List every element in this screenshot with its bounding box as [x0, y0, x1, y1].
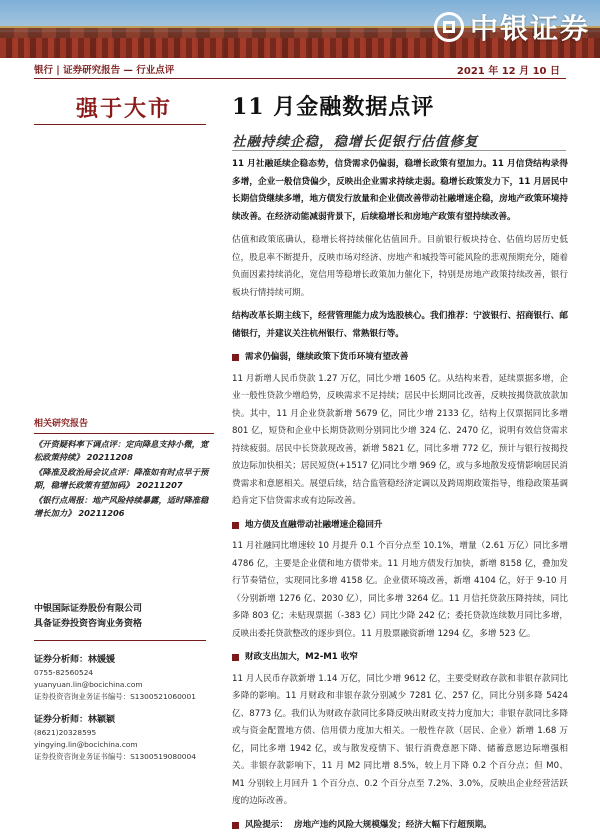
analyst-1-title: 证券分析师：林媛媛: [34, 654, 214, 667]
page-subtitle: 社融持续企稳，稳增长促银行估值修复: [232, 130, 479, 150]
related-report-item[interactable]: 《银行点周报：地产风险持续暴露，适时降准稳增长加力》 20211206: [34, 494, 214, 520]
analyst-1-email[interactable]: yuanyuan.lin@bocichina.com: [34, 679, 214, 691]
related-report-item[interactable]: 《降准及政治局会议点评：降准如有时点早于预期，稳增长政策有望加码》 20211207: [34, 466, 214, 492]
analyst-1-license: 证券投资咨询业务证书编号：S1300521060001: [34, 691, 214, 703]
company-logo: [434, 2, 590, 52]
square-bullet-icon: [232, 822, 239, 829]
org-divider: [34, 640, 206, 641]
page-title: 11 月金融数据点评: [232, 90, 434, 121]
section-heading-2: 地方债及直融带动社融增速企稳回升: [232, 517, 568, 535]
square-bullet-icon: [232, 522, 239, 529]
analyst-2-email[interactable]: yingying.lin@bocichina.com: [34, 739, 214, 751]
analyst-2-phone: (8621)20328595: [34, 727, 214, 739]
analyst-1: [34, 654, 214, 703]
related-report-item[interactable]: 《开资疑料率下调点评：定向降息支持小微，宽松政策持续》 20211208: [34, 438, 214, 464]
section-text-2: 11 月社融同比增速较 10 月提升 0.1 个百分点至 10.1%，增量（2.61 万亿）同比多增 4786 亿，主要是企业债和地方债带来。11 月地方债发行加快，新增 8158 亿，叠加发行节奏错位，实现同比多增 4158 亿。企业债环境改善，新增 4104 亿，好于 9-10 月（分别新增 1276 亿、2030 亿），同比多增 3264 亿。11 月信托贷款压降持续，同比多降 803 亿；未贴现票据（-383 亿）同比少降 242 亿；委托贷款连续数月同比多增，反映出委托贷款整改的逐步到位。11 月股票融资新增 1294 亿，多增 523 亿。: [232, 538, 568, 643]
section-heading-1: 需求仍偏弱，继续政策下货币环境有望改善: [232, 349, 568, 367]
related-reports: [34, 418, 214, 522]
rating-divider: [34, 124, 206, 125]
section-heading-3: 财政支出加大，M2-M1 收窄: [232, 649, 568, 667]
org-block: [34, 602, 214, 632]
risk-warning: 风险提示： 房地产违约风险大规模爆发；经济大幅下行超预期。: [232, 817, 568, 834]
analyst-2: [34, 714, 214, 763]
report-date: 2021 年 12 月 10 日: [457, 62, 560, 77]
related-reports-heading: 相关研究报告: [34, 418, 214, 431]
related-divider: [34, 433, 214, 434]
analyst-1-phone: 0755-82560524: [34, 667, 214, 679]
logo-text: 中银证券: [470, 7, 590, 47]
org-qualification: 具备证券投资咨询业务资格: [34, 617, 214, 632]
header-divider: [34, 78, 566, 79]
main-content: [232, 156, 568, 834]
square-bullet-icon: [232, 654, 239, 661]
summary-paragraph-3: 结构改革长期主线下，经营管理能力成为选股核心。我们推荐：宁波银行、招商银行、邮储银行，并建议关注杭州银行、常熟银行等。: [232, 308, 568, 343]
rating-label: 强于大市: [76, 92, 172, 123]
header-banner: [0, 0, 600, 58]
analyst-2-license: 证券投资咨询业务证书编号：S1300519080004: [34, 751, 214, 763]
square-bullet-icon: [232, 354, 239, 361]
bank-of-china-icon: [434, 12, 464, 42]
summary-paragraph-2: 估值和政策底确认，稳增长将持续催化估值回升。目前银行板块持仓、估值均居历史低位，股息率不断提升，反映市场对经济、房地产和城投等可能风险的悲观预期充分，随着负面因素持续消化，宽信用等稳增长政策加力催化下，特别是房地产政策持续改善，银行板块行情持续可期。: [232, 232, 568, 302]
section-text-1: 11 月新增人民币贷款 1.27 万亿，同比少增 1605 亿。从结构来看，延续票据多增，企业一般性贷款少增趋势，反映需求不足持续；居民中长期同比改善，反映按揭贷款放款加快。其中，11 月企业贷款新增 5679 亿，同比少增 2133 亿，结构上仅票据同比多增 801 亿，短贷和企业中长期贷款则分别同比少增 324 亿、2470 亿，说明有效信贷需求持续疲弱。居民中长贷款现改善，新增 5821 亿，同比多增 772 亿，预计与银行按揭投放边际加快相关；居民短贷(+1517 亿)同比少增 969 亿，或与多地散发疫情影响居民消费需求和意愿相关。展望后续，结合监管稳经济定调以及跨周期政策指导，维稳政策基调趋肯定下信贷需求或有边际改善。: [232, 371, 568, 511]
subtitle-divider: [232, 150, 566, 151]
section-text-3: 11 月人民币存款新增 1.14 万亿，同比少增 9612 亿，主要受财政存款和非银存款同比多降的影响。11 月财政和非银存款分别减少 7281 亿、257 亿，同比分别多降 5424 亿、8773 亿。我们认为财政存款同比多降反映出财政支持力度加大；非银存款同比多降或与资金配置地方债、信用债力度加大相关。一般性存款（居民、企业）新增 1.68 万亿，同比多增 1942 亿，或与散发疫情下、银行消费意愿下降、储蓄意愿边际增强相关。非银存款影响下，11 月 M2 同比增 8.5%，较上月下降 0.2 个百分点；但 M0、M1 分别较上月回升 1 个百分点、0.2 个百分点至 7.2%、3.0%，反映出企业经营活跃度的边际改善。: [232, 671, 568, 811]
org-name: 中银国际证券股份有限公司: [34, 602, 214, 617]
breadcrumb: 银行 | 证券研究报告 — 行业点评: [34, 62, 174, 76]
analyst-2-title: 证券分析师：林颖颖: [34, 714, 214, 727]
summary-paragraph-1: 11 月社融延续企稳态势，信贷需求仍偏弱，稳增长政策有望加力。11 月信贷结构录得多增，企业一般信贷偏少，反映出企业需求持续走弱。稳增长政策发力下，11 月居民中长期信贷继续多增，地方债发行放量和企业债改善带动社融增速企稳，房地产政策环境持续改善。在经济动能减弱背景下，后续稳增长和房地产政策有望持续改善。: [232, 156, 568, 226]
